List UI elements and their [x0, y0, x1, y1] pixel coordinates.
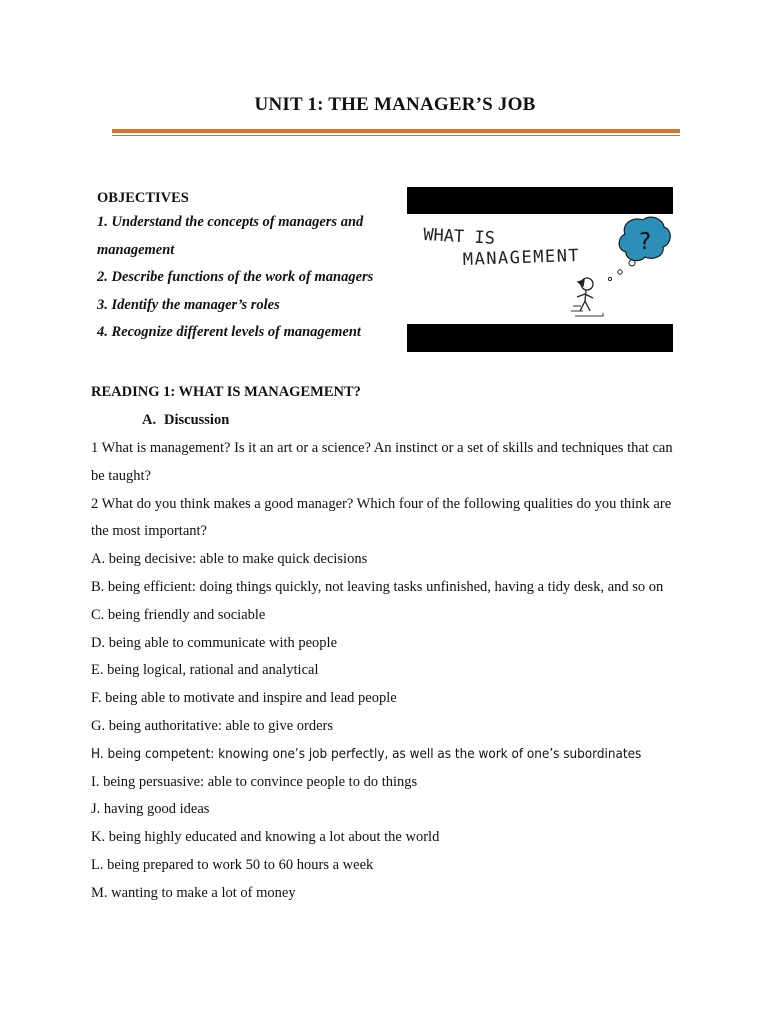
quality-item: H. being competent: knowing one’s job perfectly, as well as the work of one’s subordinates [91, 746, 642, 762]
objective-line: 4. Recognize different levels of management [97, 324, 361, 341]
quality-item: K. being highly educated and knowing a lot about the world [91, 829, 440, 846]
quality-item: L. being prepared to work 50 to 60 hours a week [91, 856, 374, 873]
objective-line: management [97, 241, 175, 258]
objective-line: 1. Understand the concepts of managers and [97, 214, 364, 230]
thought-dot-small [608, 277, 611, 280]
quality-item: B. being efficient: doing things quickly, not leaving tasks unfinished, having a tidy desk, and so on [91, 578, 664, 595]
what-is-management-illustration [407, 187, 673, 352]
discussion-body [91, 435, 681, 908]
page-title: UNIT 1: THE MANAGER’S JOB [254, 94, 536, 115]
quality-item: G. being authoritative: able to give orders [91, 717, 333, 734]
figure-black-bar-top [407, 187, 673, 214]
objectives-block [97, 187, 397, 347]
title-rule-thick [112, 129, 680, 133]
reading-heading: READING 1: WHAT IS MANAGEMENT? [91, 384, 361, 400]
discussion-label: Discussion [164, 412, 230, 428]
question-mark-icon: ? [639, 229, 652, 255]
quality-item: M. wanting to make a lot of money [91, 884, 296, 901]
discussion-heading [142, 412, 229, 429]
quality-item: E. being logical, rational and analytical [91, 662, 319, 679]
quality-item: F. being able to motivate and inspire and lead people [91, 690, 397, 707]
objective-line: 2. Describe functions of the work of managers [97, 269, 374, 286]
question-paragraph: 1 What is management? Is it an art or a science? An instinct or a set of skills and techniques that can be taught? [91, 440, 673, 484]
objective-line: 3. Identify the manager’s roles [97, 296, 280, 313]
sketch-text-line2: MANAGEMENT [462, 245, 581, 270]
objectives-heading: OBJECTIVES [97, 190, 189, 206]
sketch-text-line1: WHAT IS [422, 225, 496, 249]
figure-black-bar-bottom [407, 324, 673, 352]
thought-dot-medium [618, 270, 622, 274]
quality-item: A. being decisive: able to make quick decisions [91, 551, 368, 568]
quality-item: D. being able to communicate with people [91, 634, 338, 651]
quality-item: J. having good ideas [91, 801, 210, 818]
motion-lines [571, 306, 603, 316]
title-rule-thin [112, 135, 680, 136]
question-paragraph: 2 What do you think makes a good manager? Which four of the following qualities do you think are the most important? [91, 495, 672, 540]
thought-dot-large [629, 260, 635, 266]
discussion-letter: A. [142, 412, 157, 428]
quality-item: I. being persuasive: able to convince people to do things [91, 773, 418, 790]
sketch-drawing [407, 214, 673, 324]
quality-item: C. being friendly and sociable [91, 606, 266, 623]
